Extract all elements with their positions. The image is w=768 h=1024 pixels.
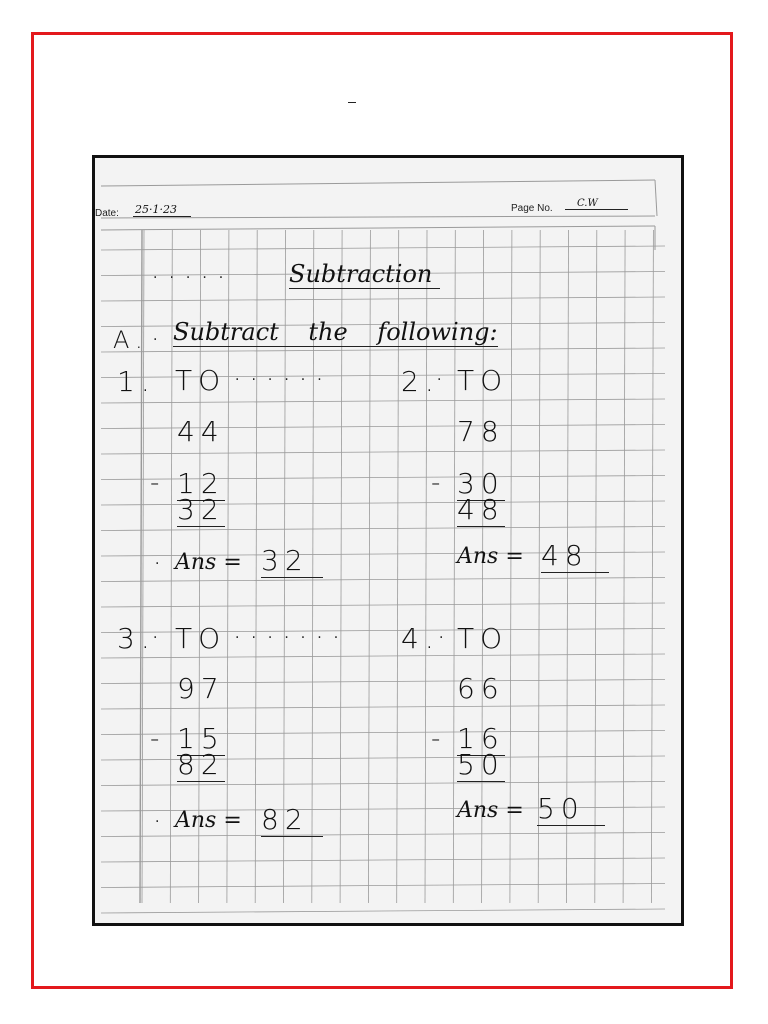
problem-4-header: TO: [457, 622, 509, 655]
section-dot: ·: [153, 332, 170, 348]
grid-row-line: [101, 527, 665, 531]
page-no-value: C.W: [565, 198, 628, 210]
grid-row-line: [101, 705, 665, 709]
page-no-label: Page No.: [511, 203, 553, 214]
problem-4-result: 50: [457, 748, 505, 781]
problem-3-bottom: 15: [177, 722, 225, 755]
problem-1-result: 32: [177, 493, 225, 526]
dash-mark: [348, 102, 356, 103]
problem-1-ans-label: Ans =: [175, 550, 242, 575]
problem-1-dots: ······: [235, 372, 334, 388]
grid-row-line: [101, 246, 665, 250]
date-label: Date:: [95, 208, 119, 219]
grid-column-line: [623, 230, 625, 903]
header-line: [101, 226, 655, 230]
problem-2-result: 48: [457, 493, 505, 526]
grid-row-line: [101, 603, 665, 607]
grid-row-line: [101, 782, 665, 786]
date-value: 25·1·23: [133, 203, 191, 217]
problem-1-answer: 32: [261, 544, 323, 578]
problem-2-bottom: 30: [457, 467, 505, 500]
grid-row-line: [101, 884, 665, 888]
grid-row-line: [101, 450, 665, 454]
problem-3-header: TO: [175, 622, 227, 655]
problem-3-ans-label: Ans =: [175, 808, 242, 833]
problem-2-top: 78: [457, 415, 505, 448]
problem-1-minus: -: [150, 468, 166, 498]
instruction-text: Subtract the following:: [173, 318, 498, 346]
problem-4-ans-label: Ans =: [457, 798, 524, 823]
problem-4-number: 4.: [401, 622, 440, 655]
problem-3-ans-dot: ·: [155, 814, 172, 830]
grid-row-line: [101, 348, 665, 352]
problem-3-top: 97: [177, 672, 225, 705]
problem-4-dot: ·: [439, 630, 456, 646]
problem-2-answer: 48: [541, 539, 609, 573]
grid-row-line: [101, 399, 665, 403]
problem-4-answer: 50: [537, 792, 605, 826]
notebook-photo: [92, 155, 684, 926]
grid-row-line: [101, 297, 665, 301]
problem-1-top: 44: [177, 415, 225, 448]
problem-1-bottom: 12: [177, 467, 225, 500]
problem-4-top: 66: [457, 672, 505, 705]
problem-3-answer: 82: [261, 803, 323, 837]
title-dots: ·····: [153, 270, 236, 286]
problem-3-dot: ·: [153, 630, 170, 646]
grid-column-line: [651, 230, 653, 903]
problem-4-bottom: 16: [457, 722, 505, 755]
header-line: [101, 180, 655, 186]
header-line: [655, 180, 657, 216]
problem-2-dot: ·: [437, 372, 454, 388]
problem-3-number: 3.: [117, 622, 156, 655]
problem-2-minus: -: [431, 468, 447, 498]
problem-3-result: 82: [177, 748, 225, 781]
page-title: Subtraction: [289, 260, 440, 289]
problem-2-number: 2.: [401, 365, 440, 398]
problem-3-minus: -: [150, 724, 166, 754]
problem-2-ans-label: Ans =: [457, 544, 524, 569]
grid-row-line: [101, 909, 665, 913]
grid-row-line: [101, 578, 665, 582]
grid-row-line: [101, 833, 665, 837]
grid-row-line: [101, 858, 665, 862]
problem-3-dots: ·······: [235, 630, 351, 646]
problem-1-header: TO: [175, 364, 227, 397]
problem-1-ans-dot: ·: [155, 556, 172, 572]
problem-1-number: 1.: [117, 365, 156, 398]
problem-2-header: TO: [457, 364, 509, 397]
problem-4-minus: -: [431, 724, 447, 754]
section-label: A.: [113, 326, 149, 354]
